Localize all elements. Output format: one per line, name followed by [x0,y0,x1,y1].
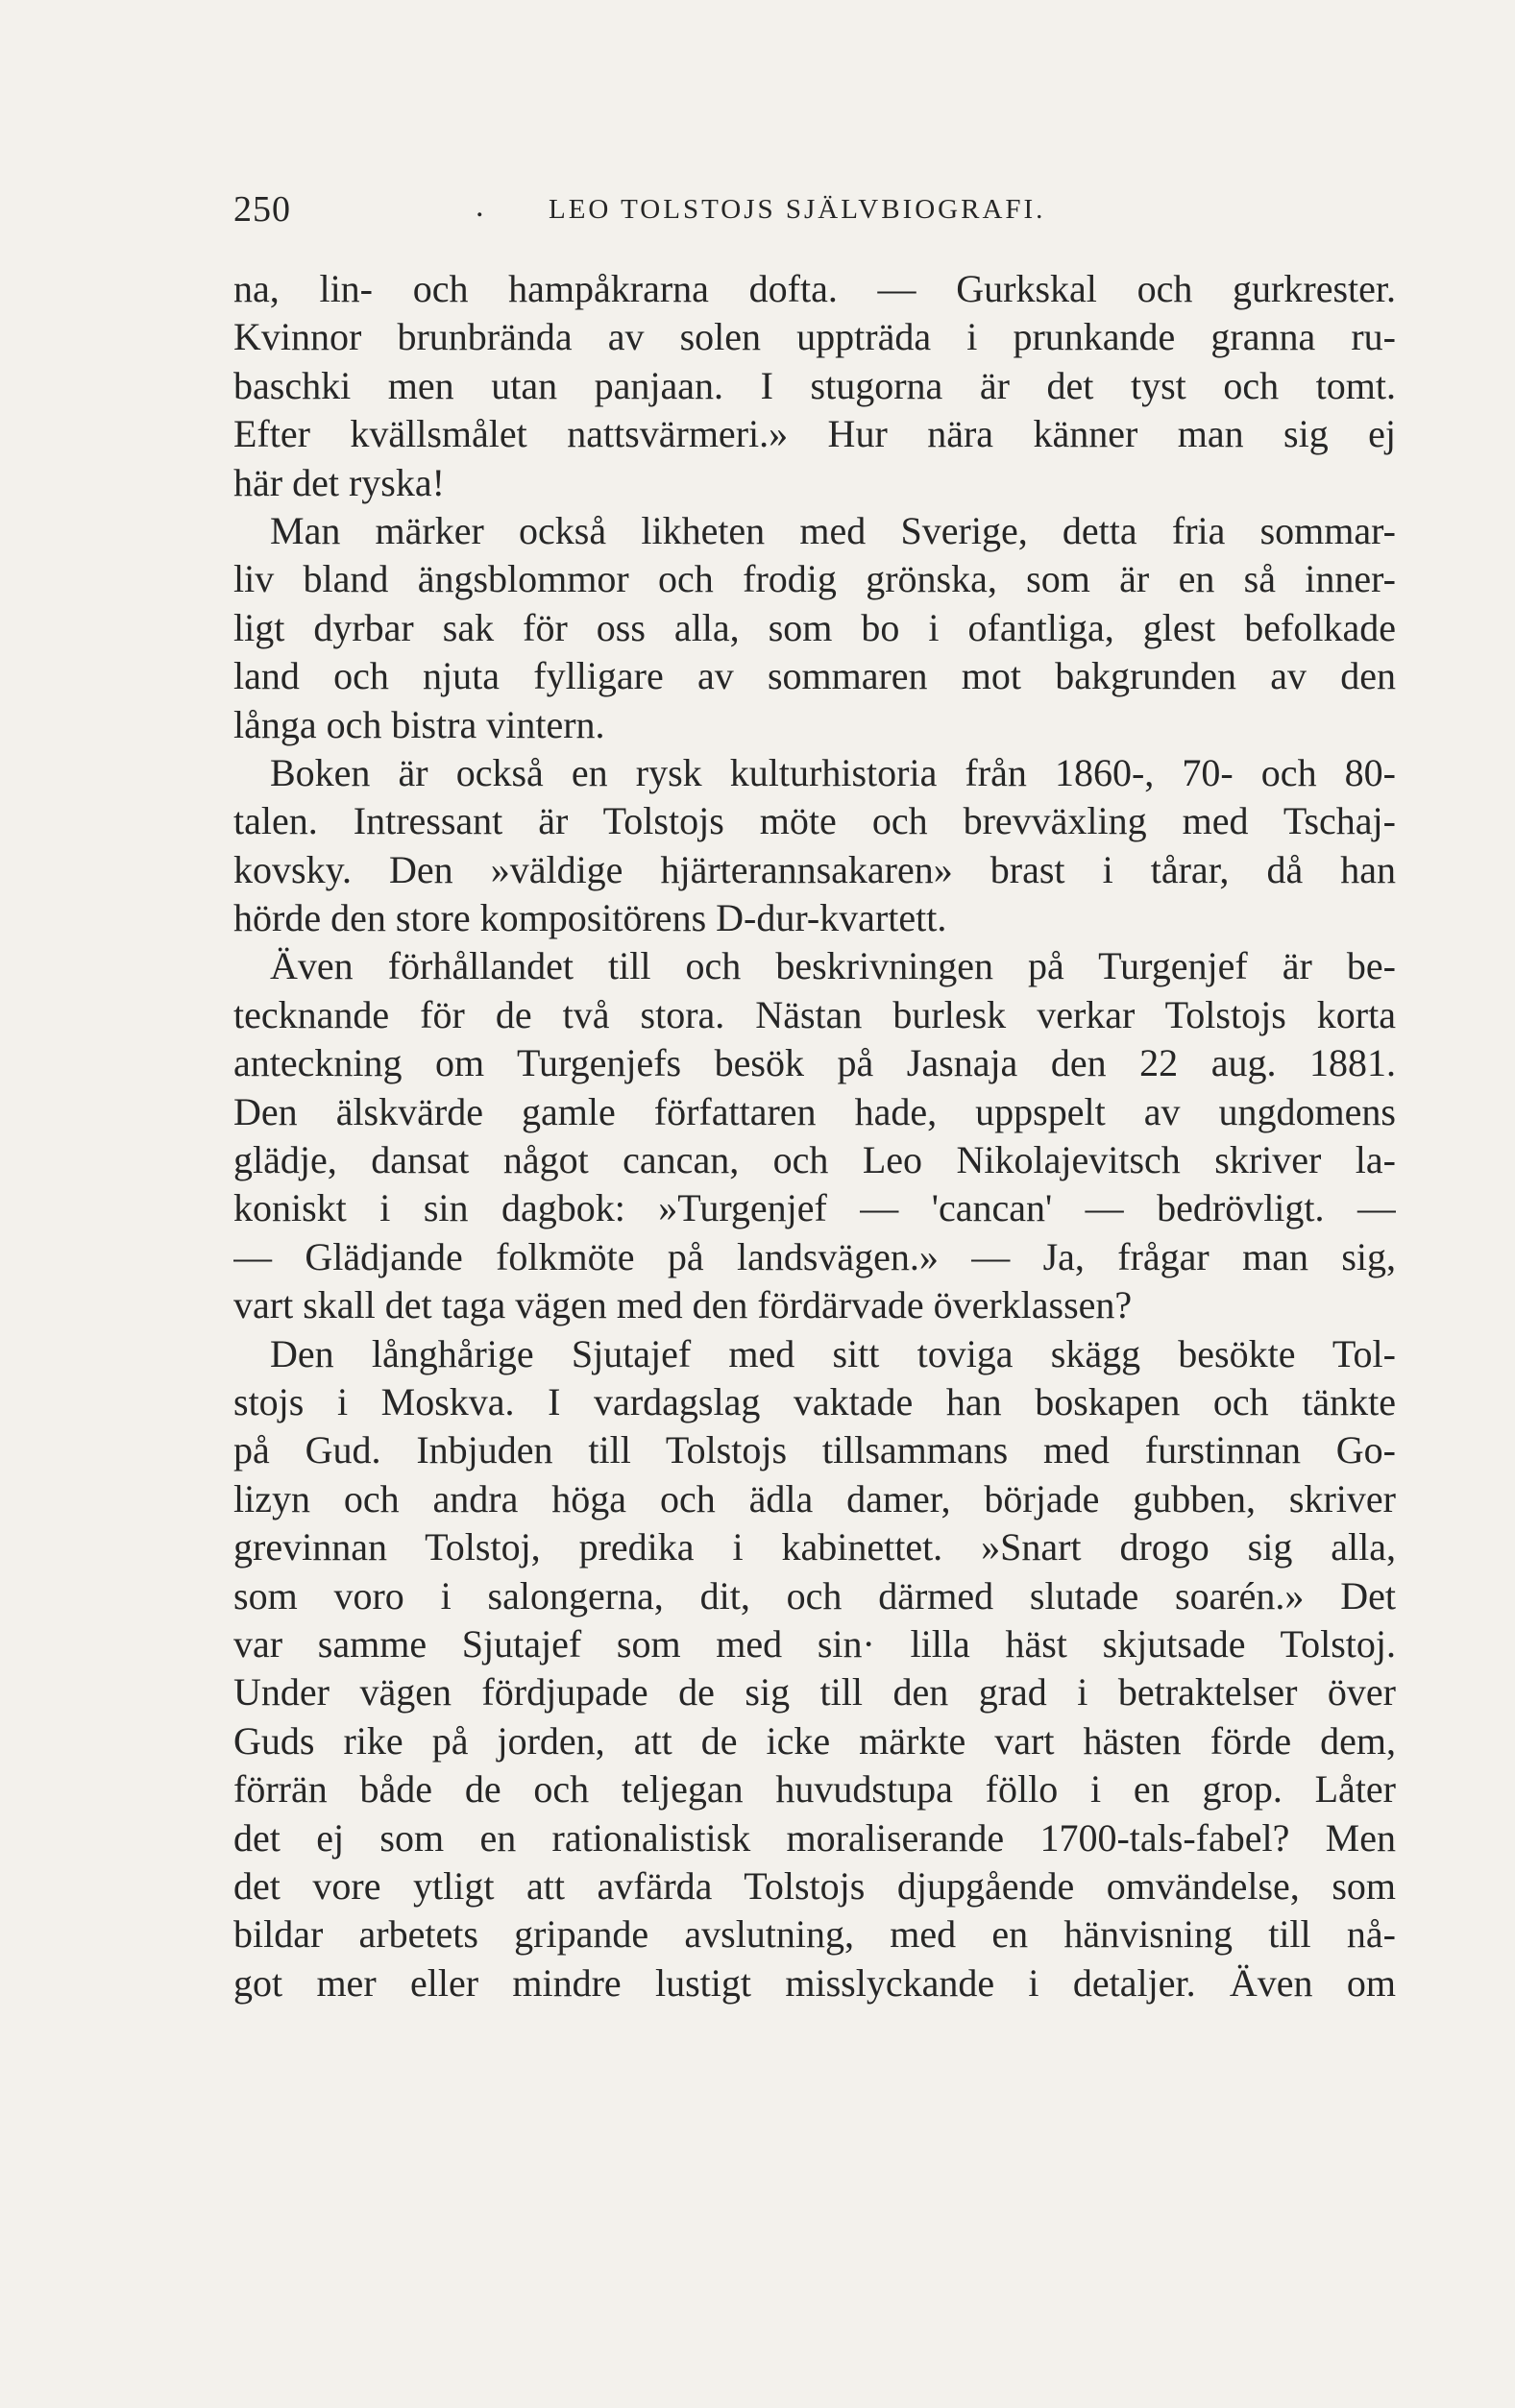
body-text [233,265,1396,2013]
text-line: vart skall det taga vägen med den fördärvade överklassen? [233,1283,1133,1327]
text-line: ligt dyrbar sak för oss alla, som bo i ofantliga, glest befolkade [233,605,1396,649]
text-line: långa och bistra vintern. [233,702,605,746]
text-line: lizyn och andra höga och ädla damer, började gubben, skriver [233,1476,1396,1520]
text-line: var samme Sjutajef som med sin· lilla häst skjutsade Tolstoj. [233,1621,1396,1666]
text-line: land och njuta fylligare av sommaren mot bakgrunden av den [233,654,1396,698]
text-line: liv bland ängsblommor och frodig grönska, som är en så inner- [233,557,1396,601]
page-number: 250 [233,189,291,230]
text-line: anteckning om Turgenjefs besök på Jasnaja den 22 aug. 1881. [233,1041,1396,1085]
text-line: koniskt i sin dagbok: »Turgenjef — 'cancan' — bedrövligt. — [233,1186,1396,1230]
text-line: här det ryska! [233,460,445,504]
text-line: Man märker också likheten med Sverige, detta fria sommar- [270,508,1396,552]
text-line: — Glädjande folkmöte på landsvägen.» — Ja, frågar man sig, [233,1234,1396,1278]
text-line: Boken är också en rysk kulturhistoria från 1860-, 70- och 80- [270,750,1396,794]
page-header [233,188,1396,246]
text-line: Kvinnor brunbrända av solen uppträda i prunkande granna ru- [233,315,1396,359]
text-line: Den långhårige Sjutajef med sitt toviga skägg besökte Tol- [270,1331,1396,1375]
text-line: tecknande för de två stora. Nästan burlesk verkar Tolstojs korta [233,992,1396,1036]
text-line: förrän både de och teljegan huvudstupa föllo i en grop. Låter [233,1767,1396,1812]
text-line: Även förhållandet till och beskrivningen på Turgenjef är be- [270,944,1396,988]
text-line: glädje, dansat något cancan, och Leo Nikolajevitsch skriver la- [233,1138,1396,1182]
text-line: Under vägen fördjupade de sig till den grad i betraktelser över [233,1670,1396,1715]
text-line: på Gud. Inbjuden till Tolstojs tillsammans med furstinnan Go- [233,1428,1396,1472]
header-separator: . [476,188,484,224]
text-line: Efter kvällsmålet nattsvärmeri.» Hur nära känner man sig ej [233,412,1396,456]
text-line: det ej som en rationalistisk moraliserande 1700-tals-fabel? Men [233,1815,1396,1860]
text-line: bildar arbetets gripande avslutning, med en hänvisning till nå- [233,1912,1396,1957]
text-line: kovsky. Den »väldige hjärterannsakaren» brast i tårar, då han [233,847,1396,891]
text-line: Guds rike på jorden, att de icke märkte vart hästen förde dem, [233,1718,1396,1763]
text-line: som voro i salongerna, dit, och därmed slutade soarén.» Det [233,1573,1396,1617]
text-line: hörde den store kompositörens D-dur-kvartett. [233,896,947,940]
text-line: talen. Intressant är Tolstojs möte och brevväxling med Tschaj- [233,799,1396,843]
text-line: Den älskvärde gamle författaren hade, uppspelt av ungdomens [233,1089,1396,1133]
text-line: grevinnan Tolstoj, predika i kabinettet. »Snart drogo sig alla, [233,1525,1396,1569]
running-title: LEO TOLSTOJS SJÄLVBIOGRAFI. [549,194,1046,225]
text-line: na, lin- och hampåkrarna dofta. — Gurkskal och gurkrester. [233,267,1396,310]
text-line: baschki men utan panjaan. I stugorna är det tyst och tomt. [233,363,1396,407]
text-line: got mer eller mindre lustigt misslyckande i detaljer. Även om [233,1960,1396,2005]
text-line: det vore ytligt att avfärda Tolstojs djupgående omvändelse, som [233,1863,1396,1908]
text-line: stojs i Moskva. I vardagslag vaktade han boskapen och tänkte [233,1379,1396,1423]
